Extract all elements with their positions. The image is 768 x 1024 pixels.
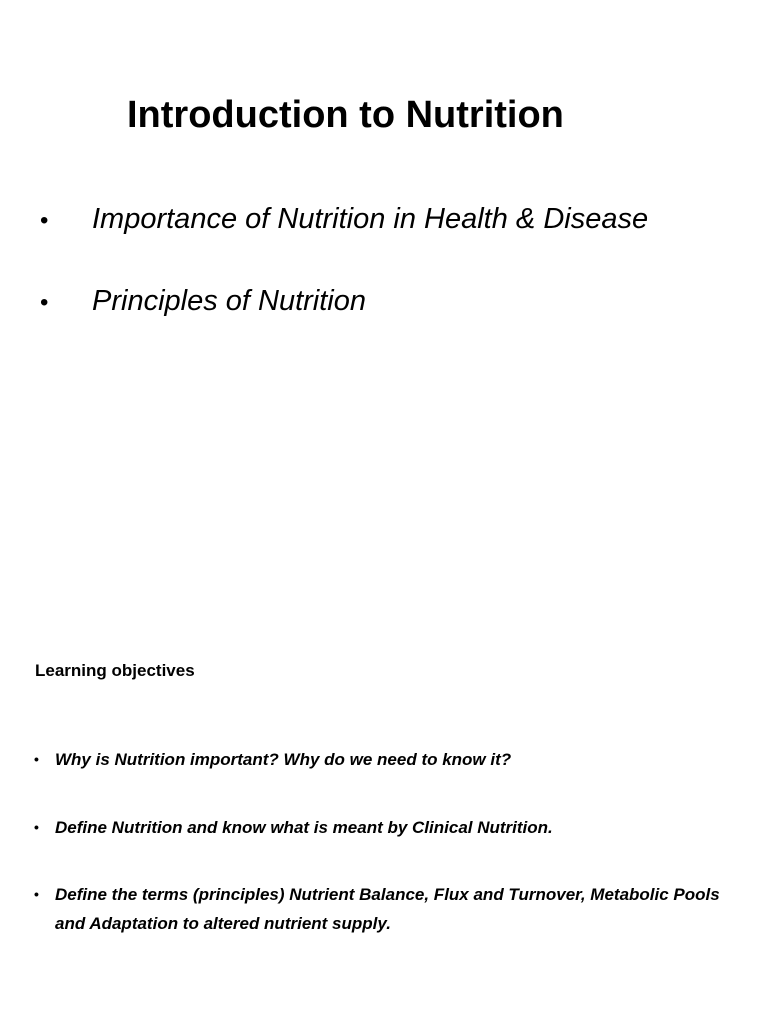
objective-marker: • [34,886,39,902]
objective-item [34,880,734,938]
slide-title: Introduction to Nutrition [127,94,564,136]
objective-text: Why is Nutrition important? Why do we need to know it? [55,750,512,769]
bullet-marker: • [40,207,49,234]
bullet-item [40,285,760,318]
objective-marker: • [34,819,39,835]
objective-text: Define the terms (principles) Nutrient Balance, Flux and Turnover, Metabolic Pools and Adaptation to altered nutrient supply. [55,885,720,933]
learning-objectives-heading: Learning objectives [35,661,195,680]
bullet-marker: • [40,289,49,316]
objective-item [34,745,734,774]
bullet-item [40,203,760,236]
bullet-text: Importance of Nutrition in Health & Disease [92,203,649,235]
objective-marker: • [34,751,39,767]
objective-text: Define Nutrition and know what is meant by Clinical Nutrition. [55,818,553,837]
bullet-text: Principles of Nutrition [92,285,366,317]
objective-item [34,813,734,842]
